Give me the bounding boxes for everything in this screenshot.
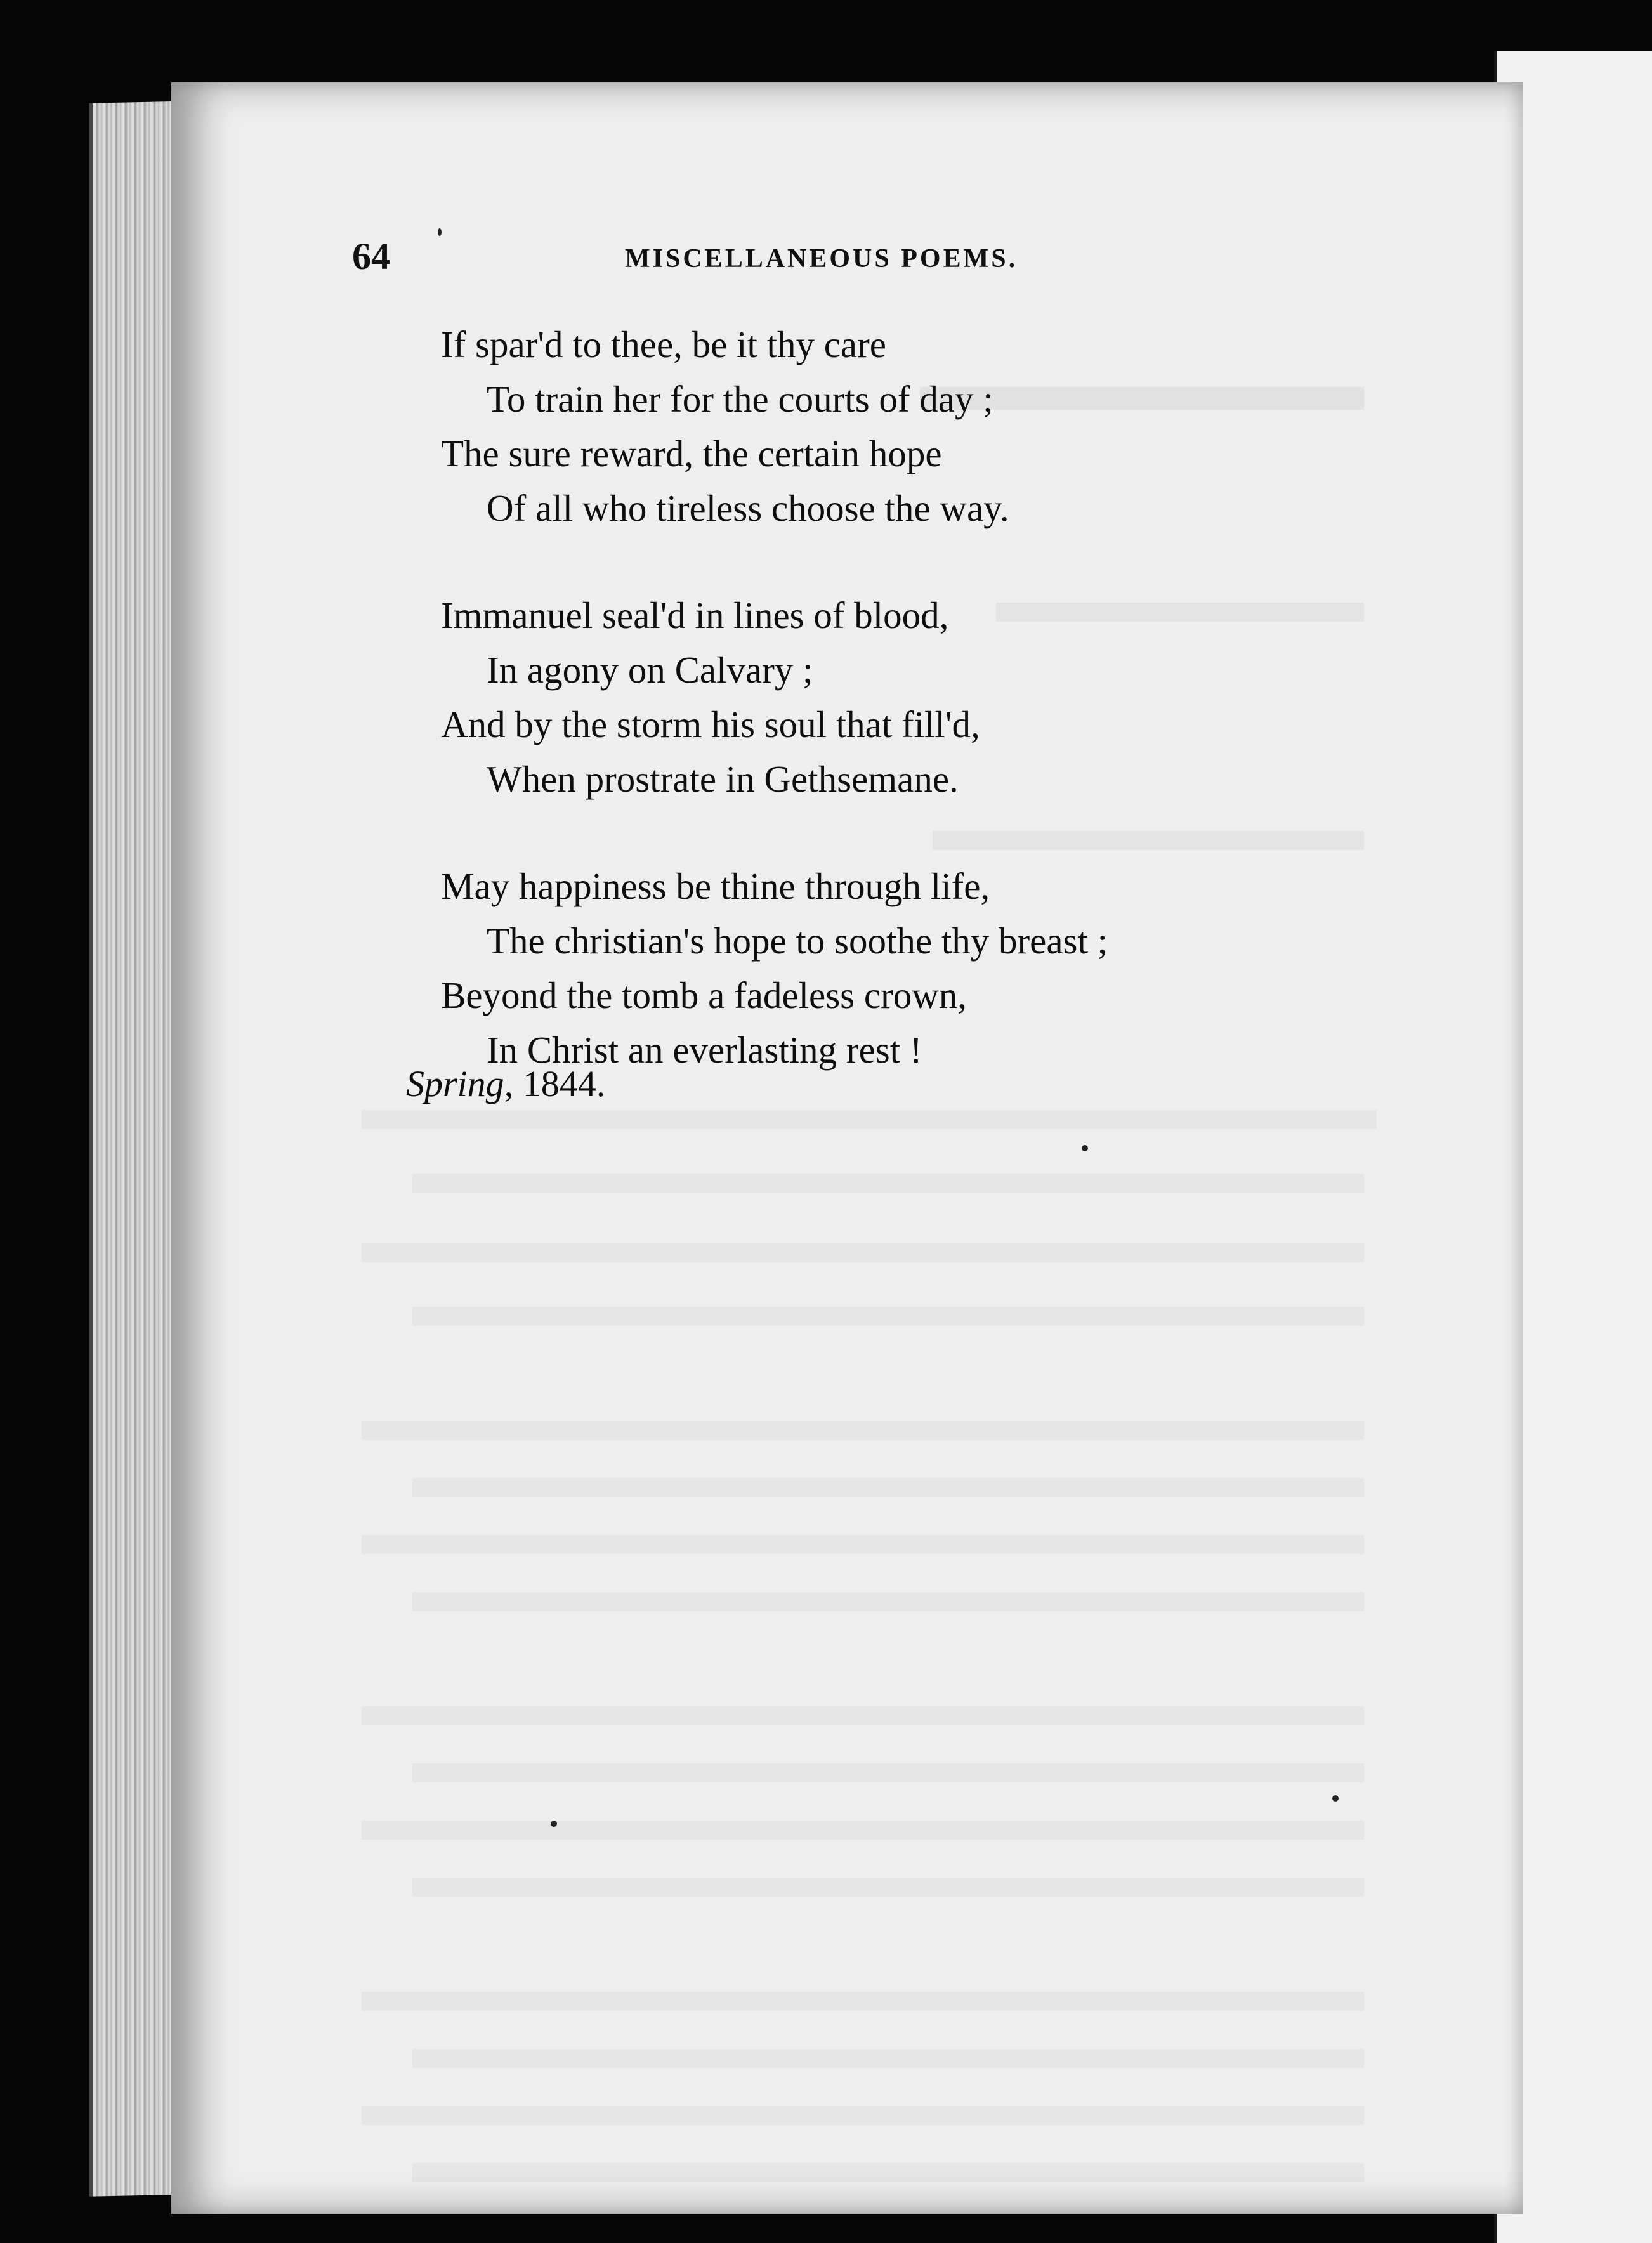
poem-line: To train her for the courts of day ; [487, 378, 993, 420]
running-head [352, 235, 1113, 279]
bleed-through-mark [362, 1821, 1364, 1840]
poem-line: When prostrate in Gethsemane. [487, 758, 959, 800]
page-number: 64 [352, 235, 390, 277]
poem-line: In Christ an everlasting rest ! [487, 1029, 922, 1071]
stanza [441, 588, 1329, 806]
stanza [441, 317, 1329, 535]
bleed-through-mark [412, 1878, 1364, 1897]
dateline [406, 1063, 605, 1105]
bleed-through-mark [362, 1535, 1364, 1554]
poem-line: The christian's hope to soothe thy breast ; [487, 920, 1108, 962]
bleed-through-mark [412, 1763, 1364, 1782]
dust-speck [1082, 1145, 1088, 1151]
poem-line: Of all who tireless choose the way. [487, 487, 1009, 529]
dust-speck [1332, 1795, 1339, 1802]
poem-line: And by the storm his soul that fill'd, [441, 703, 980, 745]
poem-line: The sure reward, the certain hope [441, 433, 942, 474]
dateline-season: Spring [406, 1063, 504, 1104]
poem-line: If spar'd to thee, be it thy care [441, 324, 886, 365]
bleed-through-mark [412, 2049, 1364, 2068]
bleed-through-mark [362, 2106, 1364, 2125]
bleed-through-mark [362, 1992, 1364, 2011]
poem-line: In agony on Calvary ; [487, 649, 813, 691]
bleed-through-mark [412, 1592, 1364, 1611]
poem-line: May happiness be thine through life, [441, 865, 990, 907]
bleed-through-mark [362, 1706, 1364, 1725]
bleed-through-mark [412, 2163, 1364, 2182]
poem-line: Immanuel seal'd in lines of blood, [441, 594, 949, 636]
dateline-year: 1844. [522, 1063, 606, 1104]
dust-speck [438, 228, 442, 236]
dust-speck [551, 1821, 557, 1827]
bleed-through-mark [362, 1243, 1364, 1262]
poem-body [441, 317, 1329, 1130]
poem-line: Beyond the tomb a fadeless crown, [441, 974, 967, 1016]
running-title: MISCELLANEOUS POEMS. [625, 244, 1018, 273]
dateline-separator: , [504, 1063, 523, 1104]
bleed-through-mark [412, 1478, 1364, 1497]
bleed-through-mark [412, 1307, 1364, 1326]
bleed-through-mark [412, 1174, 1364, 1193]
bleed-through-mark [362, 1421, 1364, 1440]
stanza [441, 859, 1329, 1077]
